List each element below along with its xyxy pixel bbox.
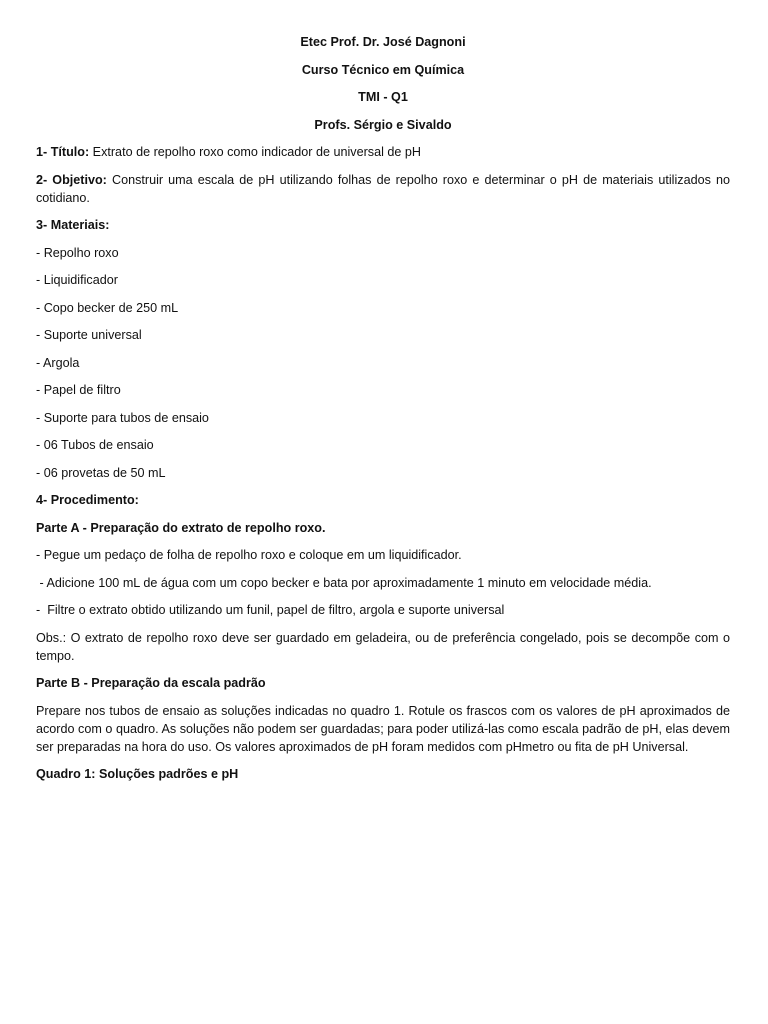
- objective-paragraph: [36, 171, 730, 207]
- material-item: - 06 provetas de 50 mL: [36, 465, 166, 480]
- title-label: 1- Título:: [36, 145, 90, 159]
- material-item: - Papel de filtro: [36, 383, 121, 397]
- part-a-observation: Obs.: O extrato de repolho roxo deve ser guardado em geladeira, ou de preferência congelado, pois se decompõe com o tempo.: [36, 630, 730, 663]
- material-item: - Argola: [36, 355, 80, 370]
- material-item: - Suporte universal: [36, 328, 142, 342]
- teachers-line: Profs. Sérgio e Sivaldo: [314, 117, 452, 132]
- material-item: - Copo becker de 250 mL: [36, 300, 179, 315]
- material-item: - Liquidificador: [36, 273, 118, 287]
- table-caption: Quadro 1: Soluções padrões e pH: [36, 767, 239, 781]
- part-a-title: Parte A - Preparação do extrato de repolho roxo.: [36, 520, 326, 535]
- part-a-step: - Adicione 100 mL de água com um copo becker e bata por aproximadamente 1 minuto em velocidade média.: [36, 575, 652, 590]
- class-code: TMI - Q1: [358, 90, 408, 104]
- title-text: Extrato de repolho roxo como indicador de universal de pH: [89, 145, 421, 159]
- part-b-title: Parte B - Preparação da escala padrão: [36, 676, 266, 690]
- title-paragraph: [36, 143, 730, 161]
- course-name: Curso Técnico em Química: [301, 62, 465, 77]
- part-a-step: - Pegue um pedaço de folha de repolho roxo e coloque em um liquidificador.: [36, 548, 462, 562]
- part-a-step: - Filtre o extrato obtido utilizando um funil, papel de filtro, argola e suporte universal: [36, 603, 505, 617]
- part-b-text: Prepare nos tubos de ensaio as soluções indicadas no quadro 1. Rotule os frascos com os valores de pH aproximados de acordo com o quadro. As soluções não podem ser guardadas; para poder utilizá-las como escala padrão de pH, elas devem ser preparadas na hora do uso. Os valores aproximados de pH foram medidos com pHmetro ou fita de pH Universal.: [36, 703, 730, 754]
- objective-label: 2- Objetivo:: [36, 172, 107, 187]
- document-page: [36, 33, 730, 793]
- procedure-heading: 4- Procedimento:: [36, 493, 139, 507]
- material-item: - 06 Tubos de ensaio: [36, 438, 154, 452]
- objective-text: Construir uma escala de pH utilizando folhas de repolho roxo e determinar o pH de materiais utilizados no cotidiano.: [36, 172, 730, 205]
- material-item: - Suporte para tubos de ensaio: [36, 410, 209, 425]
- school-name: Etec Prof. Dr. José Dagnoni: [300, 35, 466, 49]
- material-item: - Repolho roxo: [36, 245, 119, 260]
- materials-heading: 3- Materiais:: [36, 218, 110, 232]
